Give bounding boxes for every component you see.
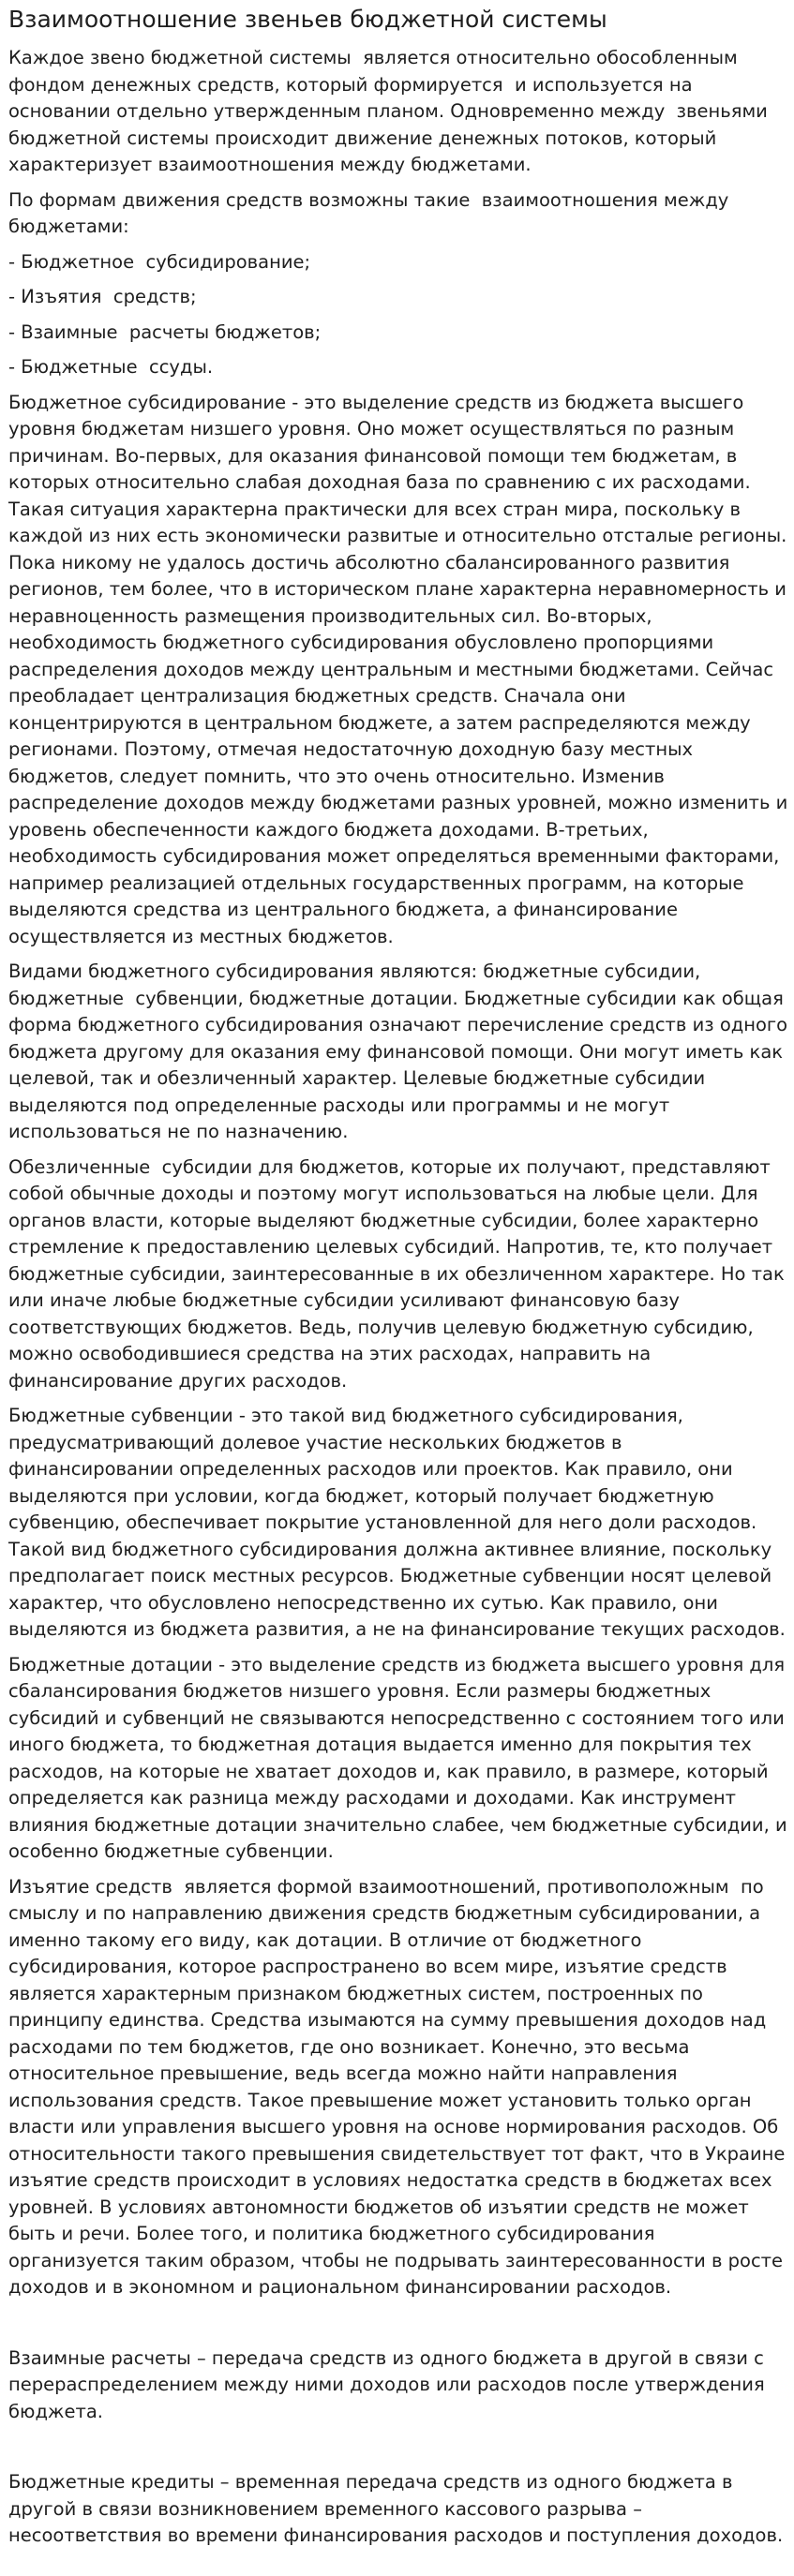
list-item: - Бюджетное субсидирование; (8, 250, 311, 273)
impersonal-subsidies-paragraph: Обезличенные субсидии для бюджетов, которые их получают, представляют собой обычные доходы и поэтому могут использоваться на любые цели. Для органов власти, которые выделяют бюджетные субсидии, более характерно стремление к предоставлению целевых субсидий. Напротив, те, кто получает бюджетные субсидии, заинтересованные в их обезличенном характере. Но так или иначе любые бюджетные субсидии усиливают финансовую базу соответствующих бюджетов. Ведь, получив целевую бюджетную субсидию, можно освободившиеся средства на этих расходах, направить на финансирование других расходов. (8, 1155, 790, 1392)
mutual-settlements-paragraph: Взаимные расчеты – передача средств из одного бюджета в другой в связи с перераспределением между ними доходов или расходов после утверждения бюджета. (8, 2346, 771, 2422)
list-item: - Изъятия средств; (8, 286, 197, 307)
list-item: - Взаимные расчеты бюджетов; (8, 320, 322, 343)
subventions-paragraph: Бюджетные субвенции - это такой вид бюджетного субсидирования, предусматривающий долевое участие нескольких бюджетов в финансировании определенных расходов или проектов. Как правило, они выделяются при условии, когда бюджет, который получает бюджетную субвенцию, обеспечивает покрытие установленной для него доли расходов. Такой вид бюджетного субсидирования должна активнее влияние, поскольку предполагает поиск местных ресурсов. Бюджетные субвенции носят целевой характер, что обусловлено непосредственно их сутью. Как правило, они выделяются из бюджета развития, а не на финансирование текущих расходов. (8, 1405, 786, 1640)
page-title: Взаимоотношение звеньев бюджетной системы (8, 6, 607, 33)
blank-line (8, 2434, 788, 2469)
withdrawal-paragraph: Изъятие средств является формой взаимоотношений, противоположным по смыслу и по направлению движения средств бюджетным субсидировании, а именно такому его виду, как дотации. В отличие от бюджетного субсидирования, которое распространено во всем мире, изъятие средств является характерным признаком бюджетных систем, построенных по принципу единства. Средства изымаются на сумму превышения доходов над расходами по тем бюджетов, где оно возникает. Конечно, это весьма относительное превышение, ведь всегда можно найти направления использования средств. Такое превышение может установить только орган власти или управления высшего уровня на основе нормирования расходов. Об относительности такого превышения свидетельствует тот факт, что в Украине изъятие средств происходит в условиях недостатка средств в бюджетах всех уровней. В условиях автономности бюджетов об изъятии средств не может быть и речи. Более того, и политика бюджетного субсидирования организуется таким образом, чтобы не подрывать заинтересованности в росте доходов и в экономном и рациональном финансировании расходов. (8, 1875, 791, 2298)
subsidizing-paragraph: Бюджетное субсидирование - это выделение средств из бюджета высшего уровня бюджетам низшего уровня. Оно может осуществляться по разным причинам. Во-первых, для оказания финансовой помощи тем бюджетам, в которых относительно слабая доходная база по сравнению с их расходами. Такая ситуация характерна практически для всех стран мира, поскольку в каждой из них есть экономически развитые и относительно отсталые регионы. Пока никому не удалось достичь абсолютно сбалансированного развития регионов, тем более, что в историческом плане характерна неравномерность и неравноценность размещения производительных сил. Во-вторых, необходимость бюджетного субсидирования обусловлено пропорциями распределения доходов между центральным и местными бюджетами. Сейчас преобладает централизация бюджетных средств. Сначала они концентрируются в центральном бюджете, а затем распределяются между регионами. Поэтому, отмечая недостаточную доходную базу местных бюджетов, следует помнить, что это очень относительно. Изменив распределение доходов между бюджетами разных уровней, можно изменить и уровень обеспеченности каждого бюджета доходами. В-третьих, необходимость субсидирования может определяться временными факторами, например реализацией отдельных государственных программ, на которые выделяются средства из центрального бюджета, а финансирование осуществляется из местных бюджетов. (8, 391, 794, 947)
forms-list (8, 249, 788, 381)
blank-line (8, 2310, 788, 2345)
budget-credits-paragraph: Бюджетные кредиты – временная передача средств из одного бюджета в другой в связи возникновением временного кассового разрыва – несоответствия во времени финансирования расходов и поступления доходов. (8, 2471, 784, 2546)
subsidy-kinds-paragraph: Видами бюджетного субсидирования являются: бюджетные субсидии, бюджетные субвенции, бюджетные дотации. Бюджетные субсидии как общая форма бюджетного субсидирования означают перечисление средств из одного бюджета другому для оказания ему финансовой помощи. Они могут иметь как целевой, так и обезличенный характер. Целевые бюджетные субсидии выделяются под определенные расходы или программы и не могут использоваться не по назначению. (8, 960, 794, 1142)
forms-intro-paragraph: По формам движения средств возможны такие взаимоотношения между бюджетами: (8, 188, 735, 237)
dotations-paragraph: Бюджетные дотации - это выделение средств из бюджета высшего уровня для сбалансирования бюджетов низшего уровня. Если размеры бюджетных субсидий и субвенций не связываются непосредственно с состоянием того или иного бюджета, то бюджетная дотация выдается именно для покрытия тех расходов, на которые не хватает доходов и, как правило, в размере, который определяется как разница между расходами и доходами. Как инструмент влияния бюджетные дотации значительно слабее, чем бюджетные субсидии, и особенно бюджетные субвенции. (8, 1653, 793, 1862)
intro-paragraph: Каждое звено бюджетной системы является относительно обособленным фондом денежных средств, который формируется и используется на основании отдельно утвержденным планом. Одновременно между звеньями бюджетной системы происходит движение денежных потоков, который характеризует взаимоотношения между бюджетами. (8, 47, 774, 175)
list-item: - Бюджетные ссуды. (8, 356, 214, 378)
